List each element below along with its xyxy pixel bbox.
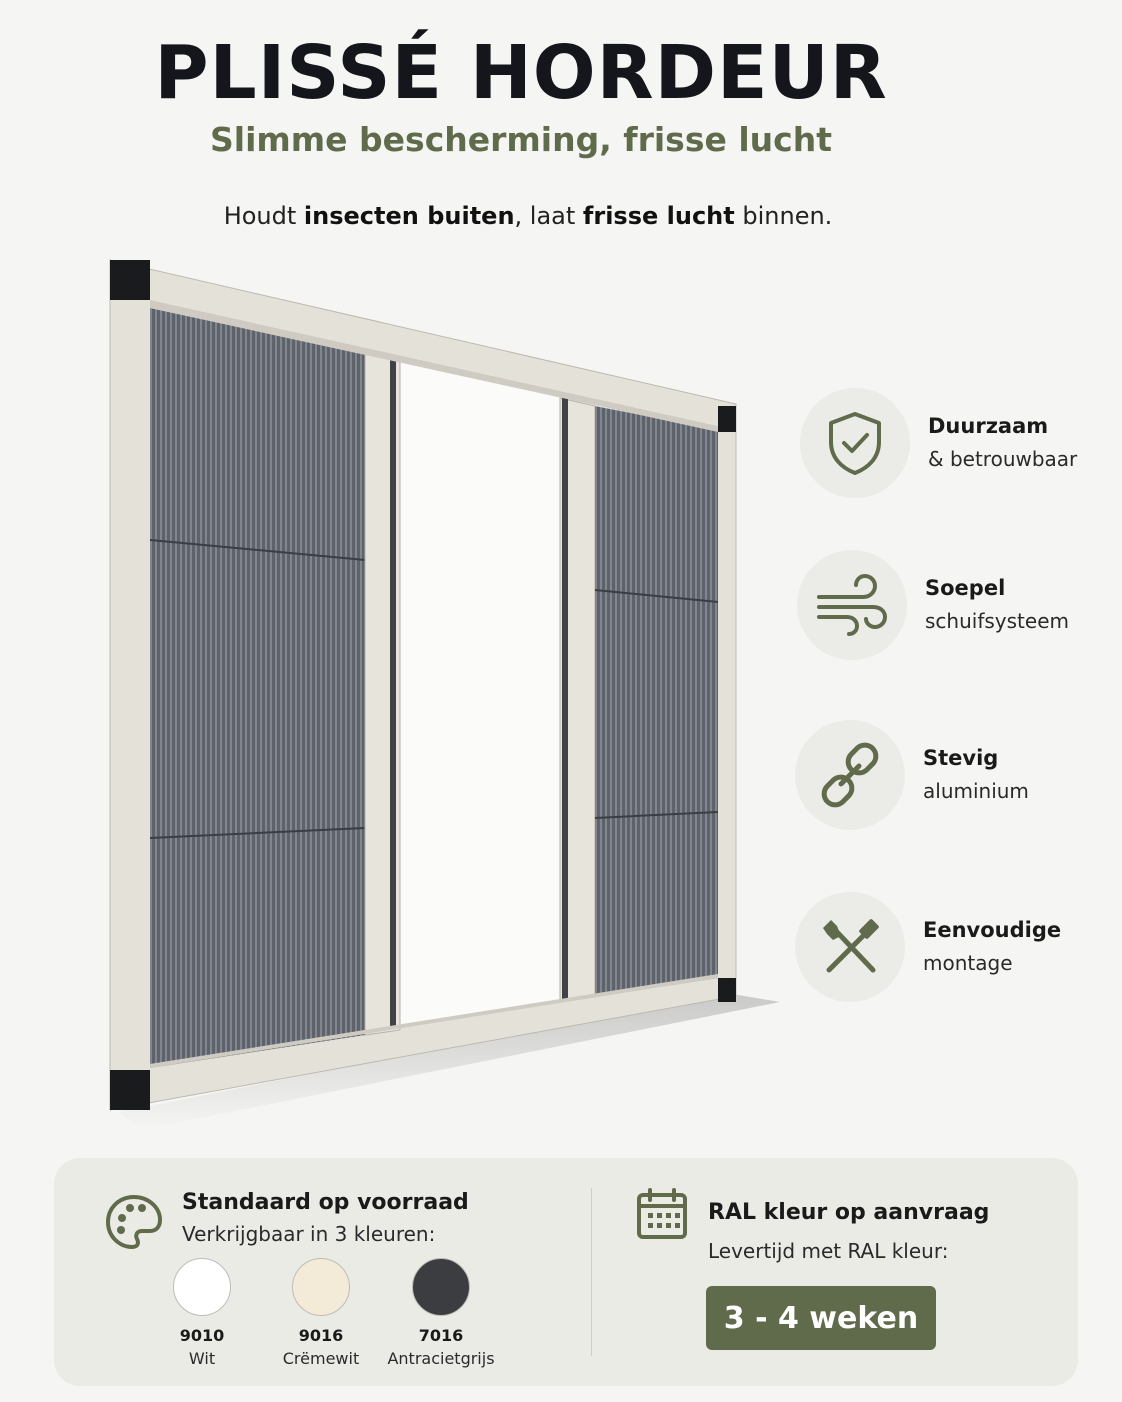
right-mesh-panel (595, 406, 718, 997)
color-swatch (261, 1258, 381, 1368)
wind-icon (797, 550, 907, 660)
feature-subtitle: & betrouwbaar (928, 447, 1078, 471)
color-code: 9010 (179, 1326, 225, 1345)
page-subtitle: Slimme bescherming, frisse lucht (210, 120, 832, 159)
color-code: 7016 (418, 1326, 464, 1345)
chain-link-icon (795, 720, 905, 830)
tools-icon (795, 892, 905, 1002)
shield-check-icon (800, 388, 910, 498)
feature-item (795, 892, 1115, 1002)
panel-divider (591, 1188, 592, 1356)
page-title: PLISSÉ HORDEUR (154, 30, 888, 116)
color-dot (412, 1258, 470, 1316)
tagline (0, 202, 1056, 230)
feature-item (800, 388, 1120, 498)
color-code: 9016 (298, 1326, 344, 1345)
calendar-icon (634, 1186, 690, 1246)
ral-subtitle: Levertijd met RAL kleur: (708, 1239, 949, 1263)
feature-title: Eenvoudige (923, 918, 1062, 942)
palette-icon (104, 1192, 164, 1256)
color-swatch (381, 1258, 501, 1368)
feature-item (797, 550, 1117, 660)
lead-time-badge: 3 - 4 weken (706, 1286, 936, 1350)
feature-subtitle: schuifsysteem (925, 609, 1069, 633)
feature-subtitle: aluminium (923, 779, 1029, 803)
feature-item (795, 720, 1115, 830)
tagline-text: binnen. (734, 202, 833, 230)
color-dot (173, 1258, 231, 1316)
tagline-text: , laat (514, 202, 583, 230)
tagline-highlight: frisse lucht (582, 202, 735, 230)
feature-title: Stevig (923, 746, 999, 770)
color-dot (292, 1258, 350, 1316)
stock-title: Standaard op voorraad (182, 1190, 469, 1215)
feature-title: Soepel (925, 576, 1006, 600)
tagline-highlight: insecten buiten (303, 202, 515, 230)
ral-title: RAL kleur op aanvraag (708, 1200, 990, 1225)
color-name: Antracietgrijs (387, 1349, 495, 1368)
feature-title: Duurzaam (928, 414, 1049, 438)
info-panel (54, 1158, 1078, 1386)
color-name: Crëmewit (282, 1349, 360, 1368)
feature-subtitle: montage (923, 951, 1013, 975)
left-mesh-panel (150, 308, 365, 1068)
stock-subtitle: Verkrijgbaar in 3 kleuren: (182, 1222, 436, 1246)
color-swatch (142, 1258, 262, 1368)
color-name: Wit (188, 1349, 216, 1368)
product-image (100, 250, 780, 1130)
tagline-text: Houdt (223, 202, 304, 230)
